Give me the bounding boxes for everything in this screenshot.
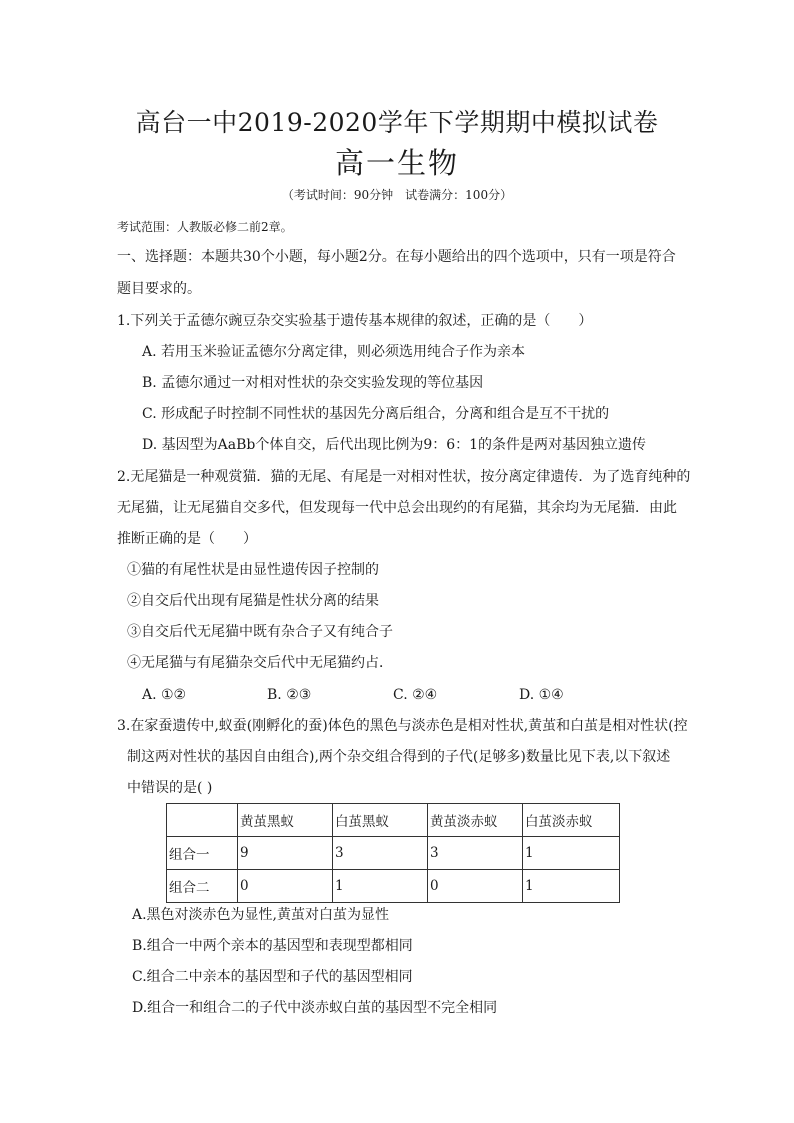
question-3-option-b: B.组合一中两个亲本的基因型和表现型都相同 <box>132 938 413 954</box>
table-row <box>167 870 620 903</box>
question-3-stem-line2: 制这两对性状的基因自由组合),两个杂交组合得到的子代(足够多)数量比见下表,以下叙述 <box>127 749 671 765</box>
question-2-stem-line1: 2.无尾猫是一种观赏猫．猫的无尾、有尾是一对相对性状，按分离定律遗传．为了选育纯种的 <box>117 469 691 485</box>
question-2-option-c: C. ②④ <box>393 687 438 703</box>
section-intro-line2: 题目要求的。 <box>117 281 201 297</box>
table-cell: 组合二 <box>167 870 238 903</box>
table-cell: 0 <box>238 870 333 903</box>
table-cell: 组合一 <box>167 837 238 870</box>
question-3-option-a: A.黑色对淡赤色为显性,黄茧对白茧为显性 <box>132 907 390 923</box>
question-1-stem: 1.下列关于孟德尔豌豆杂交实验基于遗传基本规律的叙述，正确的是（ ） <box>117 313 593 329</box>
question-2-statement-4: ④无尾猫与有尾猫杂交后代中无尾猫约占． <box>127 655 393 671</box>
question-3-stem-line3: 中错误的是( ) <box>127 780 213 796</box>
question-2-stem-line3: 推断正确的是（ ） <box>117 531 257 547</box>
question-1-option-c: C. 形成配子时控制不同性状的基因先分离后组合，分离和组合是互不干扰的 <box>142 406 610 422</box>
question-1-option-b: B. 孟德尔通过一对相对性状的杂交实验发现的等位基因 <box>142 375 484 391</box>
subject-title: 高一生物 <box>334 146 459 180</box>
table-header-row <box>167 804 620 837</box>
table-cell: 1 <box>333 870 428 903</box>
question-1-option-d: D. 基因型为AaBb个体自交，后代出现比例为9：6：1的条件是两对基因独立遗传 <box>142 437 647 453</box>
question-2-statement-3: ③自交后代无尾猫中既有杂合子又有纯合子 <box>127 624 393 640</box>
question-3-stem-line1: 3.在家蚕遗传中,蚁蚕(刚孵化的蚕)体色的黑色与淡赤色是相对性状,黄茧和白茧是相对性状(控 <box>117 718 688 734</box>
table-cell: 3 <box>333 837 428 870</box>
table-cell: 3 <box>428 837 523 870</box>
question-2-stem-line2: 无尾猫，让无尾猫自交多代，但发现每一代中总会出现约的有尾猫，其余均为无尾猫．由此 <box>117 500 677 516</box>
exam-time-info: （考试时间：90分钟 试卷满分：100分） <box>281 188 513 202</box>
silkworm-cross-table <box>166 803 620 903</box>
table-header-cell: 黄茧淡赤蚁 <box>428 804 523 837</box>
table-row <box>167 837 620 870</box>
question-2-statement-1: ①猫的有尾性状是由显性遗传因子控制的 <box>127 562 379 578</box>
table-header-cell: 黄茧黑蚁 <box>238 804 333 837</box>
question-3-option-d: D.组合一和组合二的子代中淡赤蚁白茧的基因型不完全相同 <box>132 1000 498 1016</box>
table-cell: 9 <box>238 837 333 870</box>
question-2-statement-2: ②自交后代出现有尾猫是性状分离的结果 <box>127 593 379 609</box>
table-cell: 1 <box>523 870 620 903</box>
table-cell: 0 <box>428 870 523 903</box>
question-2-option-d: D. ①④ <box>519 687 564 703</box>
section-intro-line1: 一、选择题：本题共30个小题，每小题2分。在每小题给出的四个选项中，只有一项是符合 <box>117 249 676 265</box>
table-header-cell: 白茧黑蚁 <box>333 804 428 837</box>
question-1-option-a: A. 若用玉米验证孟德尔分离定律，则必须选用纯合子作为亲本 <box>142 344 526 360</box>
exam-title: 高台一中2019-2020学年下学期期中模拟试卷 <box>135 108 659 137</box>
question-3-option-c: C.组合二中亲本的基因型和子代的基因型相同 <box>132 969 413 985</box>
exam-scope: 考试范围：人教版必修二前2章。 <box>117 220 293 234</box>
question-2-option-a: A. ①② <box>142 687 187 703</box>
table-header-cell: 白茧淡赤蚁 <box>523 804 620 837</box>
table-cell: 1 <box>523 837 620 870</box>
table-header-cell <box>167 804 238 837</box>
question-2-option-b: B. ②③ <box>267 687 312 703</box>
